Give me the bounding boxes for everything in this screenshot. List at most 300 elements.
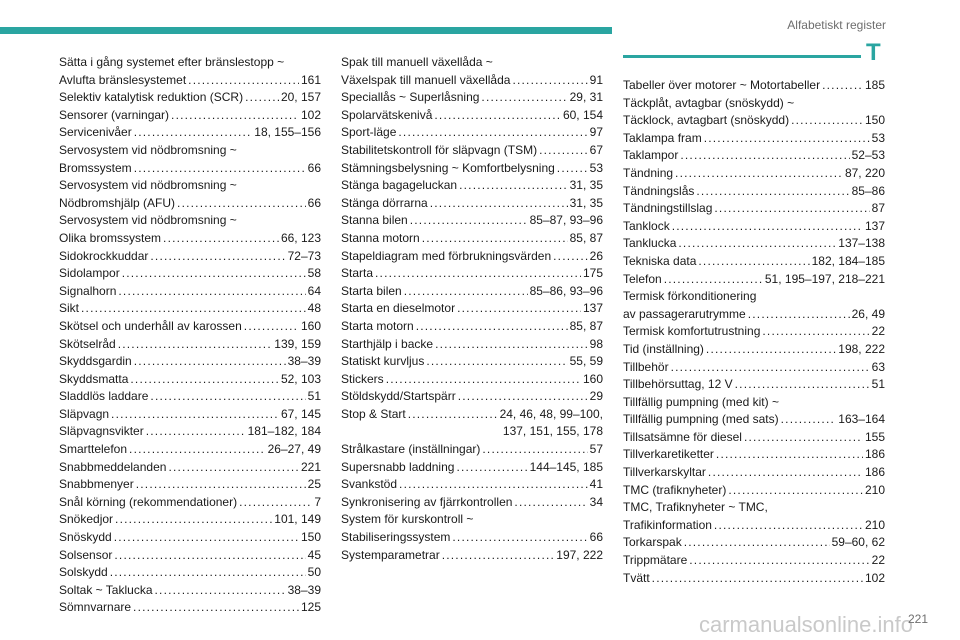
index-entry-line [341,353,603,371]
dot-leader [698,253,809,271]
index-entry-pages: 18, 155–156 [254,125,321,140]
index-entry-pages: 163–164 [838,412,885,427]
index-entry-text: Servosystem vid nödbromsning ~ [59,142,237,157]
dot-leader [459,177,568,195]
index-entry-pages: 22 [871,324,885,339]
index-entry-text: Spak till manuell växellåda ~ [341,55,493,69]
index-entry-pages: 185 [864,78,885,92]
index-entry [59,459,321,477]
index-entry-pages: 31, 35 [569,178,603,193]
section-letter: T [866,39,881,66]
index-entry-line [341,283,603,301]
index-entry-term: Stabiliseringssystem [341,530,451,545]
index-entry-pages: 160 [300,318,321,333]
index-entry-line [59,318,321,336]
index-entry [623,183,885,201]
index-entry-term: Synkronisering av fjärrkontrollen [341,494,513,509]
dot-leader [791,112,863,130]
index-entry [341,107,603,125]
index-entry-pages: 64 [307,283,321,298]
index-entry-term: Supersnabb laddning [341,459,455,474]
index-entry-line [59,195,321,213]
dot-leader [481,89,567,107]
dot-leader [714,200,869,218]
index-entry-pages: 66 [307,195,321,210]
dot-leader [110,564,306,582]
index-entry [623,376,885,394]
section-letter-rule [623,55,861,58]
index-entry-term: Stapeldiagram med förbrukningsvärden [341,248,552,263]
dot-leader [735,376,870,394]
index-entry-term: Starta en dieselmotor [341,301,456,316]
index-entry-pages: 101, 149 [274,512,321,527]
index-entry-term: Stanna motorn [341,230,420,245]
index-entry-pages: 60, 154 [562,107,603,122]
index-entry-pages: 66 [307,160,321,175]
dot-leader [456,459,527,477]
index-entry-pages: 210 [864,482,885,497]
index-entry-term: Stänga dörrarna [341,195,428,210]
index-entry-term: Signalhorn [59,283,117,298]
index-entry-pages: 97 [589,125,603,140]
dot-leader [408,406,498,424]
index-entry-line [341,529,603,547]
index-entry-term: Släpvagnsvikter [59,424,144,439]
index-entry-term: Taklampa fram [623,130,702,145]
index-column-1 [59,54,321,617]
index-entry-pages: 175 [582,266,603,281]
index-entry [341,406,603,441]
index-entry [341,212,603,230]
index-entry-text: Servosystem vid nödbromsning ~ [59,213,237,228]
dot-leader [81,300,306,318]
index-entry [59,283,321,301]
index-entry [59,494,321,512]
index-entry [341,195,603,213]
index-entry [623,165,885,183]
index-entry-line [623,534,885,552]
index-entry-term: Olika bromssystem [59,230,162,245]
dot-leader [822,77,863,95]
index-entry-line [341,265,603,283]
index-entry-term: Servicenivåer [59,125,132,140]
index-entry-line [341,124,603,142]
index-entry-pages: 137 [864,218,885,233]
index-entry [623,446,885,464]
index-entry [623,253,885,271]
index-entry [341,371,603,389]
index-entry-pages: 51, 195–197, 218–221 [764,271,885,286]
index-entry [59,142,321,177]
dot-leader [708,464,863,482]
index-entry [623,130,885,148]
index-entry-term: Strålkastare (inställningar) [341,442,481,457]
dot-leader [762,323,869,341]
index-entry-pages: 34 [589,494,603,509]
index-entry-term: Systemparametrar [341,547,440,562]
index-entry-pages: 137 [582,301,603,316]
dot-leader [678,235,836,253]
index-entry-pages: 186 [864,447,885,462]
index-entry [623,359,885,377]
dot-leader [748,306,850,324]
dot-leader [434,107,561,125]
index-entry-line [59,423,321,441]
index-entry [341,511,603,546]
index-entry-line [341,406,603,424]
index-entry-term: Solsensor [59,547,113,562]
index-entry-term: Torkarspak [623,535,682,550]
index-entry-text: Täckplåt, avtagbar (snöskydd) ~ [623,95,795,110]
index-column-2 [341,54,603,564]
index-entry-text: Termisk förkonditionering [623,289,757,304]
index-entry-term: Skötselråd [59,336,116,351]
index-entry-text: Tillfällig pumpning (med kit) ~ [623,394,779,409]
index-entry-term: Tanklock [623,218,670,233]
index-entry-line [59,529,321,547]
index-entry-pages: 52–53 [851,148,885,163]
index-entry-line [341,195,603,213]
page-number: 221 [907,612,928,626]
index-entry-pages: 53 [871,130,885,145]
dot-leader [514,494,587,512]
index-entry [623,271,885,289]
index-entry-line [59,248,321,266]
index-entry-term: TMC (trafiknyheter) [623,482,727,497]
index-entry-term: Selektiv katalytisk reduktion (SCR) [59,90,244,105]
index-entry-pages: 160 [582,371,603,386]
dot-leader [136,476,306,494]
index-entry-term: Nödbromshjälp (AFU) [59,195,176,210]
index-entry-pages: 139, 159 [274,336,321,351]
index-entry-pages: 38–39 [287,354,321,369]
index-entry-pages: 25 [307,477,321,492]
index-entry [623,482,885,500]
index-entry-pages-continued: 137, 151, 155, 178 [502,424,603,439]
index-entry-line [59,300,321,318]
index-entry-term: Skyddsgardin [59,354,132,369]
index-entry-pages: 85, 87 [569,318,603,333]
dot-leader [426,353,567,371]
dot-leader [675,165,843,183]
index-entry-term: Taklampor [623,148,679,163]
dot-leader [133,599,299,617]
index-entry-line [59,89,321,107]
index-entry-pages: 7 [314,494,321,509]
dot-leader [680,147,849,165]
index-entry-term: Tillsatsämne för diesel [623,429,742,444]
index-entry [59,441,321,459]
index-entry-line [59,230,321,248]
index-entry [59,54,321,89]
index-entry-line [59,599,321,617]
index-entry-term: Täcklock, avtagbart (snöskydd) [623,113,790,128]
index-entry-line [341,336,603,354]
index-entry-pages: 26 [589,248,603,263]
index-entry [623,95,885,130]
dot-leader [130,371,279,389]
index-entry [341,265,603,283]
index-entry-pages: 181–182, 184 [247,424,321,439]
dot-leader [442,547,555,565]
index-entry [341,476,603,494]
dot-leader [375,265,581,283]
index-entry-line [341,388,603,406]
index-entry-term: Starta motorn [341,318,414,333]
index-entry-line [59,511,321,529]
index-entry [59,107,321,125]
index-entry-line [341,248,603,266]
index-entry [59,547,321,565]
index-entry-term: Trafikinformation [623,517,712,532]
index-entry-line [623,77,885,95]
index-entry-pages: 87 [871,201,885,216]
index-entry [623,499,885,534]
index-entry-term: Svankstöd [341,477,398,492]
index-entry [59,318,321,336]
index-entry-pages: 26, 49 [851,306,885,321]
index-entry [623,323,885,341]
dot-leader [155,582,286,600]
index-entry-term: Sladdlös laddare [59,389,149,404]
index-entry-pages: 182, 184–185 [811,253,885,268]
index-entry-term: Tändning [623,165,674,180]
index-entry [59,599,321,617]
dot-leader [146,423,246,441]
index-entry-line [341,212,603,230]
index-entry-line [341,107,603,125]
index-entry-pages: 51 [871,377,885,392]
index-entry-pages: 66, 123 [280,230,321,245]
index-entry-term: av passagerarutrymme [623,306,746,321]
index-entry-line [341,494,603,512]
dot-leader [452,529,587,547]
index-entry-term: Sidokrockkuddar [59,248,149,263]
index-entry-term: Tändningslås [623,183,695,198]
index-entry-term: Stickers [341,371,384,386]
dot-leader [430,195,568,213]
index-entry-line [59,476,321,494]
index-entry-line [623,235,885,253]
index-entry [59,529,321,547]
index-entry-pages: 22 [871,553,885,568]
index-entry [59,300,321,318]
index-entry [59,371,321,389]
index-entry [59,353,321,371]
index-entry [623,235,885,253]
index-entry-line [59,124,321,142]
index-entry [623,552,885,570]
index-column-3 [623,77,885,587]
index-entry-pages: 55, 59 [569,354,603,369]
index-entry-pages: 67, 145 [280,406,321,421]
index-entry-text: System för kurskontroll ~ [341,512,474,527]
index-entry-line [341,89,603,107]
dot-leader [482,441,587,459]
dot-leader [457,300,581,318]
index-entry [341,336,603,354]
index-entry-term: Sidolampor [59,266,120,281]
index-entry-pages: 125 [300,600,321,615]
index-entry-pages: 51 [307,389,321,404]
dot-leader [118,336,273,354]
index-entry-term: Tillfällig pumpning (med sats) [623,412,779,427]
index-entry-line [341,318,603,336]
index-entry-term: Stämningsbelysning ~ Komfortbelysning [341,160,555,175]
dot-leader [422,230,568,248]
index-entry-pages: 91 [589,72,603,87]
index-entry-pages: 38–39 [287,582,321,597]
index-entry-line [59,160,321,178]
index-entry-term: Solskydd [59,565,108,580]
dot-leader [398,124,587,142]
index-entry-term: Snökedjor [59,512,114,527]
index-entry-line [623,517,885,535]
index-entry-term: Snabbmeddelanden [59,459,167,474]
index-entry-pages: 144–145, 185 [529,459,603,474]
index-entry-term: Spolarvätskenivå [341,107,433,122]
index-entry-term: Termisk komfortutrustning [623,324,761,339]
index-entry-term: Släpvagn [59,406,110,421]
index-entry-pages: 20, 157 [280,90,321,105]
index-entry-pages: 57 [589,442,603,457]
dot-leader [539,142,588,160]
index-entry [59,582,321,600]
index-entry-line [341,441,603,459]
index-entry [341,318,603,336]
index-entry [59,124,321,142]
index-entry-line [59,494,321,512]
index-entry-line [623,200,885,218]
index-entry [341,547,603,565]
index-entry-line [623,183,885,201]
dot-leader [399,476,588,494]
dot-leader [114,529,299,547]
index-entry-term: Stop & Start [341,406,406,421]
index-entry [623,218,885,236]
index-entry-pages: 26–27, 49 [267,442,321,457]
index-entry-line [59,283,321,301]
index-entry-line [341,142,603,160]
index-entry-line [341,459,603,477]
index-entry-line [341,547,603,565]
index-entry-pages: 48 [307,301,321,316]
index-entry-pages: 24, 46, 48, 99–100, [499,406,603,421]
dot-leader [704,130,870,148]
index-entry-line [623,552,885,570]
index-entry [341,54,603,89]
index-entry-term: Stanna bilen [341,213,408,228]
index-entry-pages: 85–86 [851,183,885,198]
index-entry-line [623,165,885,183]
index-entry-line [59,564,321,582]
dot-leader [706,341,836,359]
index-entry-pages: 85, 87 [569,230,603,245]
index-entry-term: Snöskydd [59,530,112,545]
index-entry-pages: 98 [589,336,603,351]
dot-leader [664,271,763,289]
index-entry-pages: 63 [871,359,885,374]
index-entry-line [341,371,603,389]
dot-leader [684,534,830,552]
index-entry-term: Speciallås ~ Superlåsning [341,90,480,105]
index-entry-pages: 102 [864,570,885,585]
index-entry-term: Tvätt [623,570,650,585]
index-entry [59,265,321,283]
index-entry-pages: 87, 220 [844,165,885,180]
dot-leader [716,446,863,464]
dot-leader [714,517,863,535]
dot-leader [512,72,587,90]
index-entry-term: Stänga bagageluckan [341,178,458,193]
dot-leader [652,570,863,588]
index-entry-line [623,376,885,394]
index-entry-line [59,582,321,600]
index-entry [341,160,603,178]
index-entry-pages: 150 [300,530,321,545]
dot-leader [177,195,306,213]
dot-leader [111,406,279,424]
dot-leader [168,459,299,477]
index-entry-line [59,406,321,424]
index-entry-term: Tillbehörsuttag, 12 V [623,377,733,392]
index-entry-line [59,547,321,565]
index-entry [341,177,603,195]
index-entry-term: Tabeller över motorer ~ Motortabeller [623,78,821,92]
dot-leader [557,160,588,178]
dot-leader [404,283,528,301]
index-entry [59,212,321,247]
dot-leader [171,107,299,125]
index-entry-term: Sömnvarnare [59,600,132,615]
index-entry-pages: 137–138 [838,236,885,251]
index-entry [341,441,603,459]
dot-leader [696,183,849,201]
page-header-title: Alfabetiskt register [787,18,886,32]
index-entry-line [341,160,603,178]
index-entry [623,341,885,359]
dot-leader [118,283,305,301]
dot-leader [115,511,272,529]
dot-leader [134,160,306,178]
index-entry-line [59,107,321,125]
index-entry [341,353,603,371]
index-entry-line [623,218,885,236]
dot-leader [435,336,588,354]
index-entry-line [59,353,321,371]
dot-leader [410,212,528,230]
index-entry [59,388,321,406]
index-entry-line [623,411,885,429]
index-entry-pages: 102 [300,107,321,122]
index-entry-term: Sikt [59,301,80,316]
index-entry-term: Tillverkarskyltar [623,465,706,480]
index-entry-pages: 59–60, 62 [831,535,885,550]
index-entry [341,248,603,266]
index-entry-pages: 50 [307,565,321,580]
index-entry-pages: 67 [589,142,603,157]
index-entry-pages: 85–87, 93–96 [529,213,603,228]
index-entry-pages: 85–86, 93–96 [529,283,603,298]
index-entry [341,494,603,512]
index-entry [623,288,885,323]
index-entry [341,459,603,477]
index-entry-line [341,177,603,195]
index-entry [623,429,885,447]
dot-leader [114,547,305,565]
index-entry-term: Tillverkaretiketter [623,447,714,462]
index-entry-line [59,441,321,459]
